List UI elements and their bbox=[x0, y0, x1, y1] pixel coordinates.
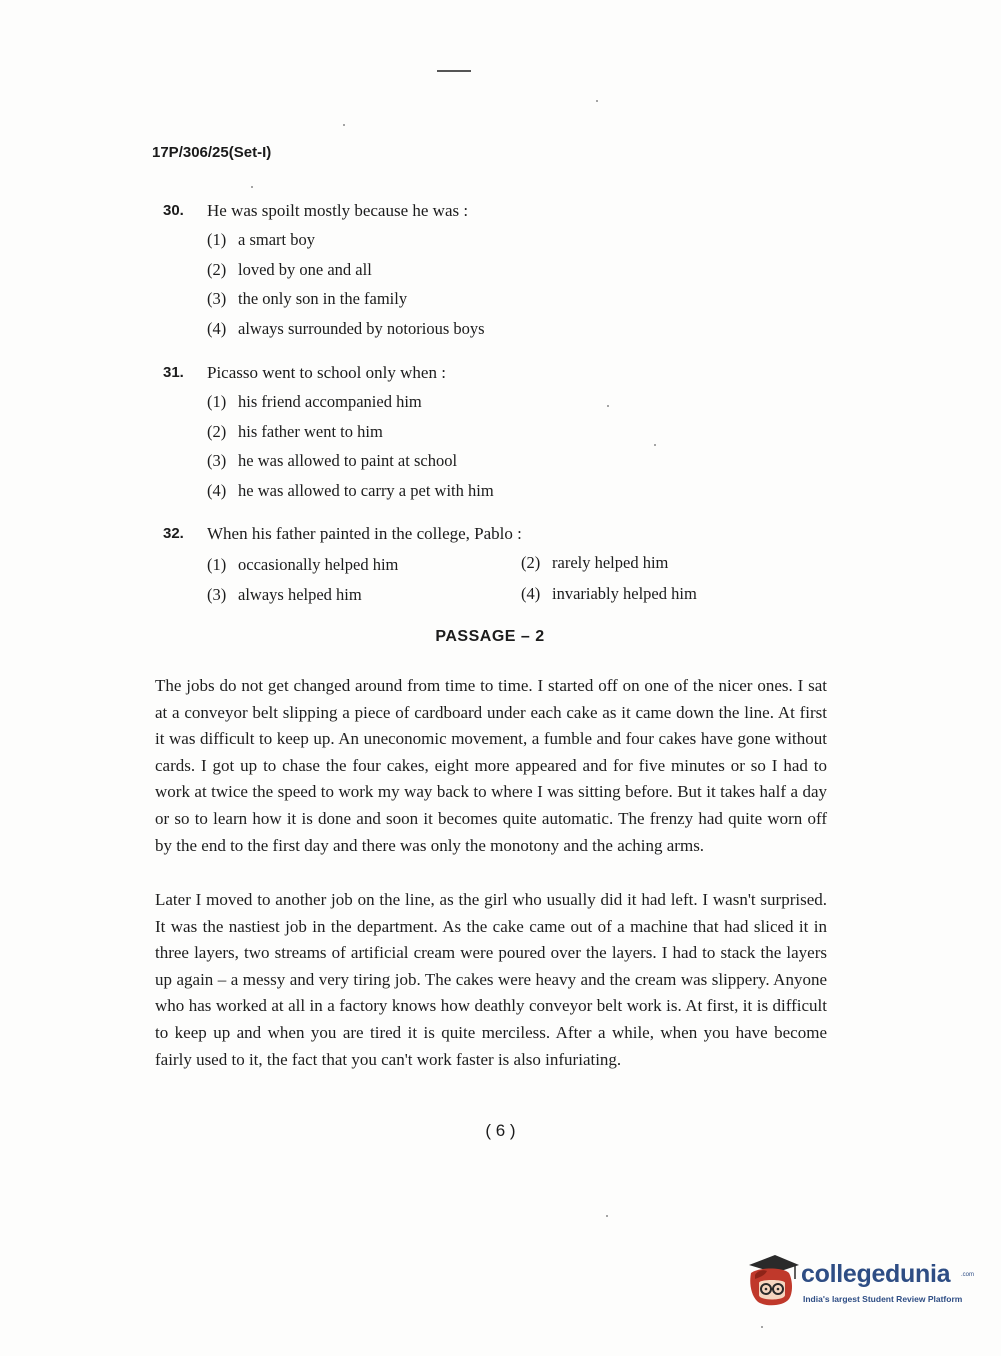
option-text: invariably helped him bbox=[552, 584, 697, 603]
option-text: his father went to him bbox=[238, 421, 383, 441]
option-number: (3) bbox=[207, 451, 227, 470]
question-32 bbox=[163, 525, 843, 617]
option-text: he was allowed to paint at school bbox=[238, 451, 458, 470]
option-text: always surrounded by notorious boys bbox=[238, 318, 485, 338]
option-item bbox=[207, 422, 843, 452]
question-number: 30. bbox=[163, 202, 184, 219]
logo-suffix: .com bbox=[961, 1272, 975, 1278]
page-number: ( 6 ) bbox=[485, 1121, 516, 1140]
option-item bbox=[207, 392, 843, 422]
option-text: loved by one and all bbox=[238, 259, 372, 279]
logo-wordmark: collegedunia bbox=[801, 1260, 951, 1288]
option-text: his friend accompanied him bbox=[238, 392, 422, 411]
question-number: 32. bbox=[163, 525, 184, 542]
scan-speck bbox=[761, 1326, 763, 1328]
option-number: (2) bbox=[207, 421, 227, 441]
question-stem bbox=[163, 364, 843, 392]
scan-speck bbox=[654, 444, 656, 446]
logo-tagline: India's largest Student Review Platform bbox=[803, 1294, 963, 1304]
collegedunia-logo bbox=[743, 1251, 973, 1313]
option-list bbox=[163, 230, 843, 348]
option-list bbox=[163, 392, 843, 510]
option-text: always helped him bbox=[238, 585, 362, 604]
mascot-icon bbox=[743, 1251, 801, 1309]
question-text: Picasso went to school only when : bbox=[207, 363, 446, 382]
option-item bbox=[207, 260, 843, 290]
question-30 bbox=[163, 202, 843, 348]
question-text: He was spoilt mostly because he was : bbox=[207, 201, 469, 220]
option-number: (3) bbox=[207, 289, 227, 308]
question-stem bbox=[163, 202, 843, 230]
option-text: occasionally helped him bbox=[238, 555, 399, 574]
option-item bbox=[207, 555, 507, 579]
option-number: (4) bbox=[207, 318, 227, 338]
passage-paragraph-2: Later I moved to another job on the line, as the girl who usually did it had left. I wasn't surprised. It was the nastiest job in the department. As the cake came out of a machine that had sliced it in three layers, two streams of artificial cream were poured over the layers. I had to stack the layers up again – a messy and very tiring job. The cakes were heavy and the cream was slippery. Anyone who has worked at all in a factory knows how deathly conveyor belt work is. At first, it is difficult to keep up and when you are tired it is quite merciless. After a while, when you have become fairly used to it, the fact that you can't work faster is also infuriating. bbox=[155, 890, 827, 1069]
option-grid bbox=[207, 555, 843, 617]
option-number: (3) bbox=[207, 585, 227, 604]
option-text: the only son in the family bbox=[238, 289, 408, 308]
question-text: When his father painted in the college, Pablo : bbox=[207, 524, 522, 543]
option-text: rarely helped him bbox=[552, 553, 669, 572]
option-number: (1) bbox=[207, 555, 227, 574]
option-number: (4) bbox=[521, 584, 541, 603]
scan-speck bbox=[606, 1215, 608, 1217]
option-number: (4) bbox=[207, 480, 227, 500]
option-item bbox=[207, 289, 843, 319]
scan-speck bbox=[596, 100, 598, 102]
option-item bbox=[207, 451, 843, 481]
option-number: (1) bbox=[207, 392, 227, 411]
option-text: a smart boy bbox=[238, 230, 315, 249]
passage-title: PASSAGE – 2 bbox=[435, 628, 545, 645]
question-number: 31. bbox=[163, 364, 184, 381]
option-item bbox=[521, 553, 821, 577]
question-31 bbox=[163, 364, 843, 510]
scan-speck bbox=[607, 405, 609, 407]
option-item bbox=[207, 481, 843, 511]
question-stem bbox=[163, 525, 843, 553]
option-item bbox=[207, 585, 507, 609]
paper-code: 17P/306/25(Set-I) bbox=[152, 144, 272, 161]
option-text: he was allowed to carry a pet with him bbox=[238, 480, 494, 500]
option-item bbox=[207, 319, 843, 349]
option-item bbox=[207, 230, 843, 260]
top-rule bbox=[437, 70, 471, 72]
scan-speck bbox=[251, 186, 253, 188]
option-number: (2) bbox=[521, 553, 541, 572]
scan-speck bbox=[343, 124, 345, 126]
option-item bbox=[521, 584, 821, 608]
option-number: (1) bbox=[207, 230, 227, 249]
passage-paragraph-1: The jobs do not get changed around from time to time. I started off on one of the nicer ones. I sat at a conveyor belt slipping a piece of cardboard under each cake as it came down the line. At first it was difficult to keep up. An uneconomic movement, a fumble and four cakes have gone without cards. I got up to chase the four cakes, eight more appeared and for five minutes or so I had to work at twice the speed to work my way back to where I was sitting before. But it takes half a day or so to learn how it is done and soon it becomes quite automatic. The frenzy had quite worn off by the end to the first day and there was only the monotony and the aching arms. bbox=[155, 676, 827, 855]
option-number: (2) bbox=[207, 259, 227, 279]
